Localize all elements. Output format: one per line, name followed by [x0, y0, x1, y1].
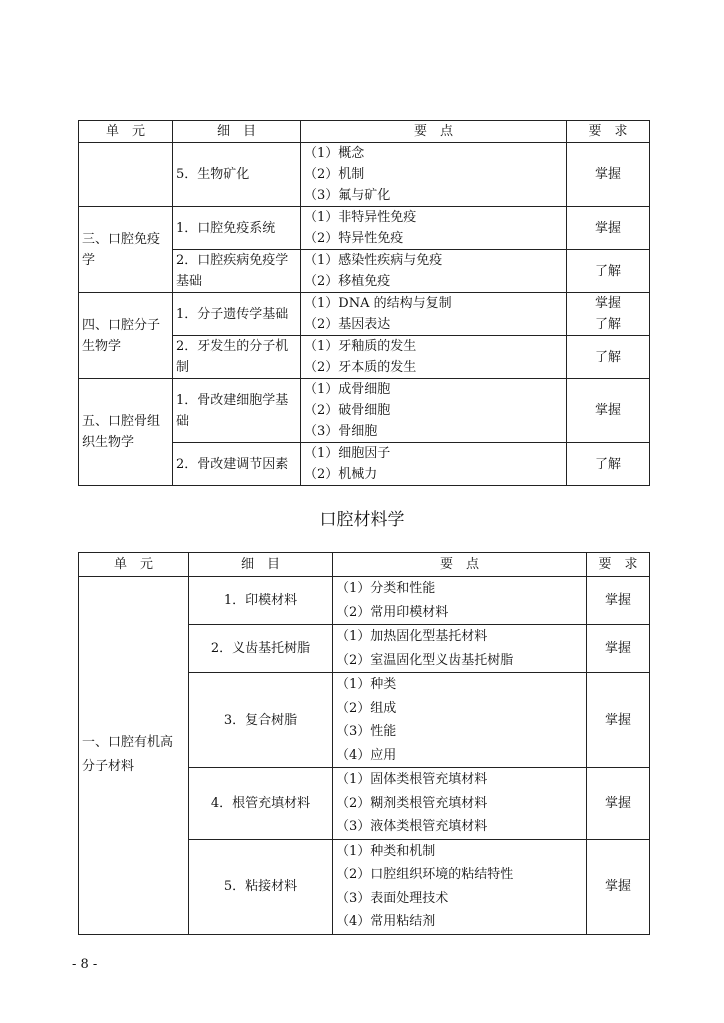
table-row	[79, 577, 650, 625]
requirement-cell: 掌握	[567, 143, 650, 207]
point: （3）性能	[336, 724, 397, 739]
point: （1）分类和性能	[336, 581, 436, 596]
point: （3）表面处理技术	[336, 890, 449, 906]
points-cell	[301, 336, 567, 379]
points-cell	[301, 143, 567, 207]
point: （2）破骨细胞	[304, 403, 391, 418]
points-cell	[301, 379, 567, 443]
unit-cell	[79, 143, 173, 207]
points-cell	[333, 577, 587, 625]
unit-cell: 一、口腔有机高分子材料	[79, 577, 189, 935]
table-header-row	[79, 121, 650, 143]
point: （1）概念	[304, 146, 365, 161]
item-cell: 2．牙发生的分子机制	[173, 336, 301, 379]
points-cell	[333, 625, 587, 673]
requirement-cell: 掌握	[567, 379, 650, 443]
requirement-cell: 掌握	[587, 577, 650, 625]
item-cell: 5．粘接材料	[189, 839, 333, 934]
header-item: 细 目	[189, 553, 333, 577]
point: （3）液体类根管充填材料	[336, 819, 488, 834]
requirement-cell: 掌握	[587, 839, 650, 934]
requirement-cell: 掌握	[587, 673, 650, 768]
table-dental-materials	[78, 552, 650, 935]
point: （1）细胞因子	[304, 446, 391, 461]
requirement-cell: 了解	[567, 250, 650, 293]
unit-cell: 五、口腔骨组织生物学	[79, 379, 173, 486]
points-cell	[301, 443, 567, 486]
point: （1）感染性疾病与免疫	[304, 253, 443, 268]
point: （4）应用	[336, 747, 397, 763]
points-cell	[333, 768, 587, 840]
header-unit: 单 元	[79, 553, 189, 577]
header-requirement: 要 求	[587, 553, 650, 577]
item-cell: 2．骨改建调节因素	[173, 443, 301, 486]
requirement-cell: 掌握	[587, 625, 650, 673]
requirement: 了解	[594, 317, 621, 332]
point: （2）室温固化型义齿基托树脂	[336, 652, 514, 668]
requirement: 掌握	[594, 296, 621, 311]
table-row	[79, 379, 650, 443]
point: （2）口腔组织环境的粘结特性	[336, 867, 514, 882]
point: （2）糊剂类根管充填材料	[336, 795, 488, 811]
header-item: 细 目	[173, 121, 301, 143]
point: （2）基因表达	[304, 317, 391, 332]
item-cell: 2．口腔疾病免疫学基础	[173, 250, 301, 293]
point: （2）机械力	[304, 467, 378, 482]
unit-cell: 三、口腔免疫学	[79, 207, 173, 293]
points-cell	[333, 673, 587, 768]
requirement-cell: 掌握	[587, 768, 650, 840]
header-points: 要 点	[301, 121, 567, 143]
point: （1）牙釉质的发生	[304, 339, 417, 354]
item-cell: 5．生物矿化	[173, 143, 301, 207]
item-cell: 1．分子遗传学基础	[173, 293, 301, 336]
item-cell: 3．复合树脂	[189, 673, 333, 768]
point: （1）固体类根管充填材料	[336, 772, 488, 787]
header-requirement: 要 求	[567, 121, 650, 143]
item-cell: 2．义齿基托树脂	[189, 625, 333, 673]
point: （2）组成	[336, 700, 397, 716]
point: （4）常用粘结剂	[336, 914, 436, 929]
point: （2）移植免疫	[304, 274, 391, 289]
point: （2）牙本质的发生	[304, 360, 417, 375]
table-row	[79, 143, 650, 207]
header-unit: 单 元	[79, 121, 173, 143]
point: （1）种类和机制	[336, 843, 436, 859]
point: （2）机制	[304, 167, 365, 182]
table-row	[79, 293, 650, 336]
points-cell	[301, 207, 567, 250]
point: （1）非特异性免疫	[304, 210, 417, 225]
item-cell: 1．口腔免疫系统	[173, 207, 301, 250]
requirement-cell: 了解	[567, 443, 650, 486]
point: （2）特异性免疫	[304, 231, 404, 246]
header-points: 要 点	[333, 553, 587, 577]
section-title: 口腔材料学	[319, 510, 405, 530]
requirement-cell	[567, 293, 650, 336]
table-row	[79, 207, 650, 250]
page-number: - 8 -	[72, 957, 98, 972]
unit-cell: 四、口腔分子生物学	[79, 293, 173, 379]
point: （1）DNA 的结构与复制	[304, 296, 452, 311]
point: （2）常用印模材料	[336, 604, 449, 620]
points-cell	[333, 839, 587, 934]
point: （1）种类	[336, 677, 397, 692]
requirement-cell: 掌握	[567, 207, 650, 250]
points-cell	[301, 250, 567, 293]
table-oral-biology-continued	[78, 120, 650, 486]
points-cell	[301, 293, 567, 336]
item-cell: 1．骨改建细胞学基础	[173, 379, 301, 443]
point: （3）骨细胞	[304, 424, 378, 439]
item-cell: 4．根管充填材料	[189, 768, 333, 840]
item-cell: 1．印模材料	[189, 577, 333, 625]
point: （1）加热固化型基托材料	[336, 629, 488, 644]
point: （1）成骨细胞	[304, 382, 391, 397]
point: （3）氟与矿化	[304, 188, 391, 203]
table-header-row	[79, 553, 650, 577]
requirement-cell: 了解	[567, 336, 650, 379]
